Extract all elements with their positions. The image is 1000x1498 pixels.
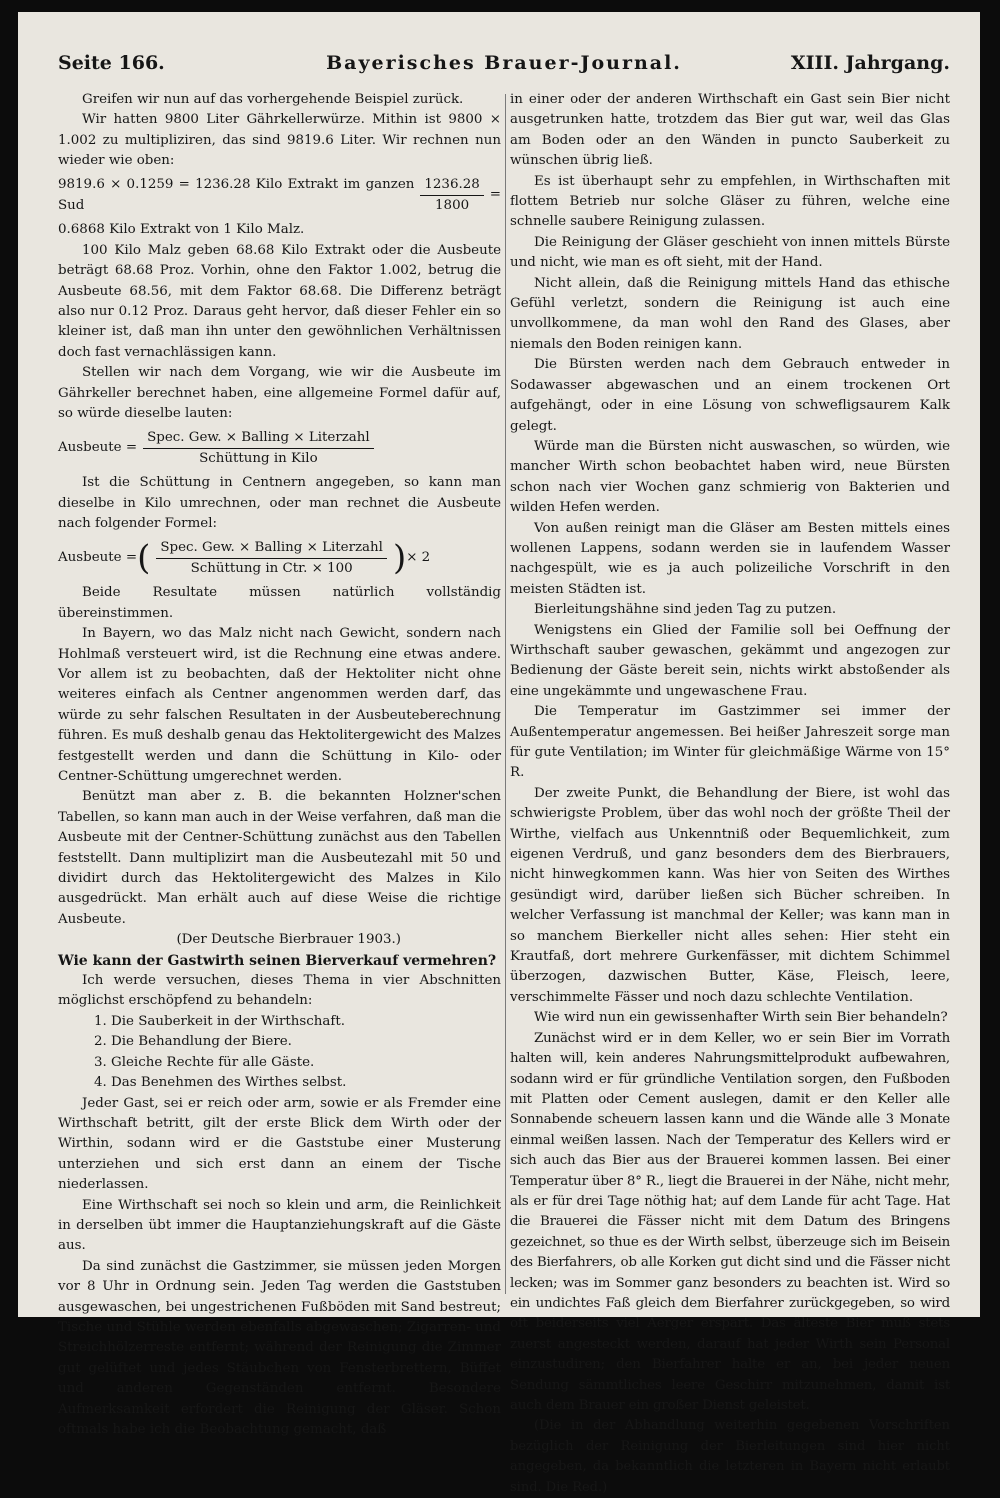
paragraph: Ich werde versuchen, dieses Thema in vier Abschnitten möglichst erschöpfend zu behandeln:: [58, 973, 501, 1009]
list-item: 2. Die Behandlung der Biere.: [94, 1034, 292, 1050]
fraction-numerator: Spec. Gew. × Balling × Literzahl: [156, 538, 387, 559]
formula-multiplier: × 2: [406, 550, 431, 566]
paragraph: in einer oder der anderen Wirthschaft ein Gast sein Bier nicht ausgetrunken hatte, trotzdem das Bier gut war, weil das Glas am Boden oder an den Wänden in puncto Sauberkeit zu wünschen übrig ließ.: [510, 92, 950, 169]
paragraph: Die Temperatur im Gastzimmer sei immer der Außentemperatur angemessen. Bei heißer Jahreszeit sorge man für gute Ventilation; im Winter für gleichmäßige Wärme von 15° R.: [510, 704, 950, 781]
paragraph: Es ist überhaupt sehr zu empfehlen, in Wirthschaften mit flottem Betrieb nur solche Gläser zu führen, welche eine schnelle saubere Reinigung zulassen.: [510, 173, 950, 230]
list-item: 4. Das Benehmen des Wirthes selbst.: [94, 1075, 347, 1091]
fraction-denominator: Schüttung in Kilo: [199, 450, 318, 466]
newspaper-page: [18, 12, 980, 1495]
paragraph: 0.6868 Kilo Extrakt von 1 Kilo Malz.: [58, 222, 305, 238]
paragraph: Stellen wir nach dem Vorgang, wie wir die Ausbeute im Gährkeller berechnet haben, eine allgemeine Formel dafür auf, so würde dieselbe lauten:: [58, 365, 501, 422]
paragraph: Benützt man aber z. B. die bekannten Holzner'schen Tabellen, so kann man auch in der Weise verfahren, daß man die Ausbeute mit der Centner-Schüttung zunächst aus den Tabellen feststellt. Dann multiplizirt man die Ausbeutezahl mit 50 und dividirt durch das Hektolitergewicht des Malzes in Kilo ausgedrückt. Man erhält auch auf diese Weise die richtige Ausbeute.: [58, 789, 501, 927]
article-heading: Wie kann der Gastwirth seinen Bierverkauf vermehren?: [58, 952, 497, 969]
column-divider: [505, 94, 506, 1294]
right-parenthesis: ): [392, 538, 407, 579]
formula-fraction: [143, 428, 374, 470]
list-item: 3. Gleiche Rechte für alle Gäste.: [94, 1054, 315, 1070]
fraction-denominator: Schüttung in Ctr. × 100: [190, 560, 353, 576]
article-source: (Der Deutsche Bierbrauer 1903.): [176, 932, 401, 948]
paragraph: Würde man die Bürsten nicht auswaschen, so würden, wie mancher Wirth schon beobachtet haben wird, neue Bürsten schon nach vier Wochen ganz schmierig von Bakterien und wilden Hefen werden.: [510, 438, 950, 516]
fraction-denominator: 1800: [435, 198, 470, 214]
paragraph: Die Bürsten werden nach dem Gebrauch entweder in Sodawasser abgewaschen und an einem trockenen Ort aufgehängt, oder in eine Lösung von schwefligsaurem Kalk gelegt.: [510, 357, 950, 434]
paragraph: 100 Kilo Malz geben 68.68 Kilo Extrakt oder die Ausbeute beträgt 68.68 Proz. Vorhin, ohne den Faktor 1.002, betrug die Ausbeute 68.56, mit dem Faktor 68.68. Die Differenz beträgt also nur 0.12 Proz. Daraus geht hervor, daß dieser Fehler ein so kleiner ist, daß man ihn unter den gewöhnlichen Verhältnissen doch fast vernachlässigen kann.: [58, 242, 501, 360]
formula-equals: =: [489, 187, 501, 203]
paragraph: Bierleitungshähne sind jeden Tag zu putzen.: [534, 602, 837, 618]
list-item: 1. Die Sauberkeit in der Wirthschaft.: [94, 1013, 345, 1029]
fraction-numerator: 1236.28: [420, 175, 483, 196]
paragraph: Wenigstens ein Glied der Familie soll bei Oeffnung der Wirthschaft sauber gewaschen, gekämmt und angezogen zur Bedienung der Gäste bereit sein, nichts wirkt abstoßender als eine ungekämmte und ungewaschene Frau.: [510, 622, 950, 699]
journal-title: Bayerisches Brauer-Journal.: [326, 52, 682, 74]
paragraph: Der zweite Punkt, die Behandlung der Biere, ist wohl das schwierigste Problem, über das wohl noch der größte Theil der Wirthe, vielfach aus Unkenntniß oder Bequemlichkeit, zum eigenen Verdruß, und ganz besonders dem des Bierbrauers, nicht hinwegkommen kann. Was hier von Seiten des Wirthes gesündigt wird, darüber ließen sich Bücher schreiben. In welcher Verfassung ist manchmal der Keller; was kann man in so manchem Bierkeller nicht alles sehen: Hier steht ein Krautfaß, dort mehrere Gurkenfässer, mit dichtem Schimmel überzogen, dazwischen Butter, Käse, Fleisch, leere, verschimmelte Fässer und noch dazu schlechte Ventilation.: [510, 785, 950, 1005]
formula-lhs: Ausbeute =: [58, 550, 138, 566]
paragraph: Wie wird nun ein gewissenhafter Wirth sein Bier behandeln?: [534, 1010, 948, 1026]
right-column: [510, 90, 950, 1498]
paragraph: Eine Wirthschaft sei noch so klein und arm, die Reinlichkeit in derselben übt immer die Hauptanziehungskraft auf die Gäste aus.: [58, 1197, 501, 1254]
volume-year: XIII. Jahrgang.: [790, 52, 950, 74]
left-parenthesis: (: [137, 538, 151, 579]
paragraph: Nicht allein, daß die Reinigung mittels Hand das ethische Gefühl verletzt, sondern die Reinigung ist auch eine unvollkommene, da man wohl den Rand des Glases, aber niemals den Boden reinigen kann.: [510, 275, 950, 352]
left-column: [58, 90, 501, 1440]
formula-fraction: [156, 538, 387, 580]
paragraph: Da sind zunächst die Gastzimmer, sie müssen jeden Morgen vor 8 Uhr in Ordnung sein. Jeden Tag werden die Gaststuben ausgewaschen, bei ungestrichenen Fußböden mit Sand bestreut; Tische und Stühle werden ebenfalls abgewaschen; Zigarren- und Streichhölzerreste entfernt; während der Reinigung die Zimmer gut gelüftet und jedes Stäubchen von Fensterbrettern, Büffet und anderen Gegenständen entfernt. Besondere Aufmerksamkeit erfordert die Reinigung der Gläser. Schon oftmals habe ich die Beobachtung gemacht, daß: [58, 1258, 501, 1437]
fraction-numerator: Spec. Gew. × Balling × Literzahl: [143, 428, 374, 449]
paragraph: Wir hatten 9800 Liter Gährkellerwürze. Mithin ist 9800 × 1.002 zu multipliziren, das sind 9819.6 Liter. Wir rechnen nun wieder wie oben:: [58, 112, 501, 169]
paragraph: Ist die Schüttung in Centnern angegeben, so kann man dieselbe in Kilo umrechnen, oder man rechnet die Ausbeute nach folgender Formel:: [58, 475, 501, 532]
formula-yield-centner: [58, 538, 501, 580]
paragraph: Jeder Gast, sei er reich oder arm, sowie er als Fremder eine Wirthschaft betritt, gilt der erste Blick dem Wirth oder der Wirthin, sodann wird er die Gaststube einer Musterung unterziehen und sich erst dann an einem der Tische niederlassen.: [58, 1095, 501, 1193]
formula-fraction: [420, 175, 483, 217]
formula-lhs: 9819.6 × 0.1259 = 1236.28 Kilo Extrakt im ganzen Sud: [58, 177, 415, 213]
paragraph: Greifen wir nun auf das vorhergehende Beispiel zurück.: [82, 92, 464, 107]
paragraph: Zunächst wird er in dem Keller, wo er sein Bier im Vorrath halten will, kein anderes Nahrungsmittelprodukt aufbewahren, sodann wird er für gründliche Ventilation sorgen, den Fußboden mit Platten oder Cement auslegen, damit er den Keller alle Sonnabende scheuern lassen kann und die Wände alle 3 Monate einmal weißen lassen. Nach der Temperatur des Kellers wird er sich auch das Bier aus der Brauerei kommen lassen. Bei einer Temperatur über 8° R., liegt die Brauerei in der Nähe, nicht mehr, als er für drei Tage nöthig hat; auf dem Lande für acht Tage. Hat die Brauerei die Fässer nicht mit dem Datum des Bringens gezeichnet, so thue es der Wirth selbst, überzeuge sich im Beisein des Bierfahrers, ob alle Korken gut dicht sind und die Fässer nicht lecken; was im Sommer ganz besonders zu beachten ist. Wird so ein undichtes Faß gleich dem Bierfahrer zurückgegeben, so wird oft beiderseits viel Aerger erspart. Das älteste Bier muß stets zuerst angesteckt werden, darauf hat jeder Wirth sein Personal einzustudiren; den Bierfahrer halte er an, bei jeder neuen Sendung sämmtliches leere Geschirr mitzunehmen, damit ist auch dem Brauer ein großer Dienst geleistet.: [510, 1030, 950, 1413]
formula-yield-kilo: [58, 428, 501, 470]
editor-note: (Die in der Abhandlung weiterhin gegebenen Vorschriften bezüglich der Reinigung der Bierleitungen sind hier nicht angegeben, da bekanntlich die letzteren in Bayern nicht erlaubt sind. Die Red.): [510, 1418, 950, 1495]
formula-extract: [58, 175, 501, 217]
paragraph: Die Reinigung der Gläser geschieht von innen mittels Bürste und nicht, wie man es oft sieht, mit der Hand.: [510, 234, 950, 271]
paragraph: Von außen reinigt man die Gläser am Besten mittels eines wollenen Lappens, sodann werden sie in laufendem Wasser nachgespült, wie es ja auch polizeiliche Vorschrift in den meisten Städten ist.: [510, 520, 950, 597]
page-number: Seite 166.: [58, 52, 165, 74]
paragraph: In Bayern, wo das Malz nicht nach Gewicht, sondern nach Hohlmaß versteuert wird, ist die Rechnung eine etwas andere. Vor allem ist zu beobachten, daß der Hektoliter nicht ohne weiteres einfach als Centner angenommen werden darf, das würde zu sehr falschen Resultaten in der Ausbeuteberechnung führen. Es muß deshalb genau das Hektolitergewicht des Malzes festgestellt werden und dann die Schüttung in Kilo- oder Centner-Schüttung umgerechnet werden.: [58, 626, 501, 784]
page-header: [58, 48, 950, 82]
paragraph: Beide Resultate müssen natürlich vollständig übereinstimmen.: [58, 585, 501, 621]
formula-lhs: Ausbeute =: [58, 440, 138, 456]
